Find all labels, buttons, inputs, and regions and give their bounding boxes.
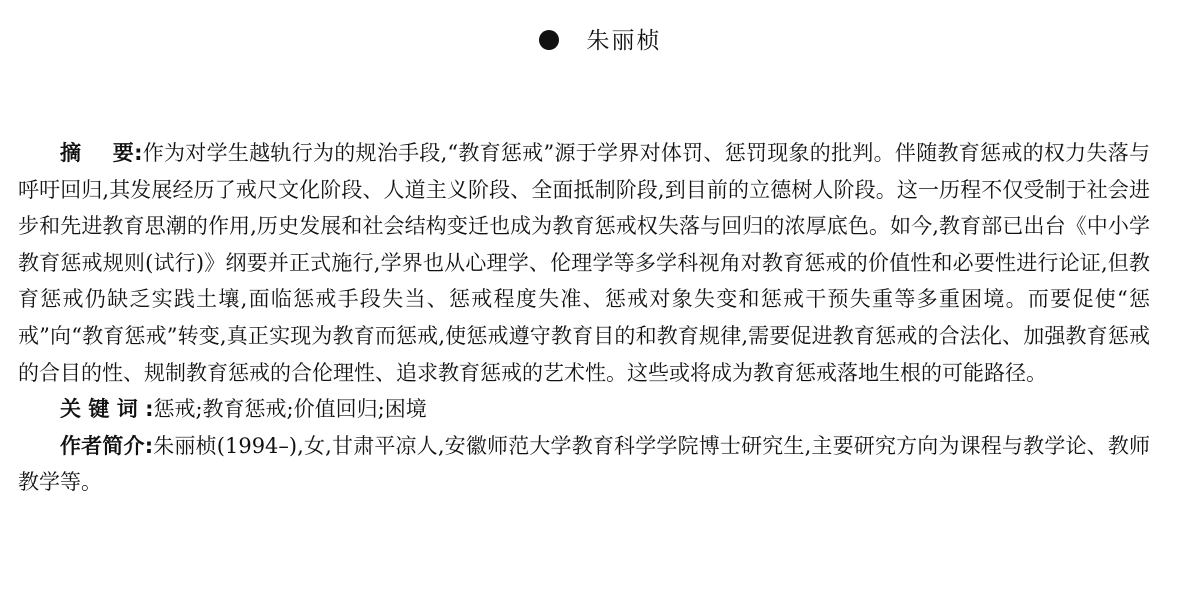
author-bio-paragraph: [18, 428, 1150, 501]
abstract-paragraph: [18, 135, 1150, 391]
abstract-label-first: 摘: [60, 141, 113, 165]
abstract-text: 作为对学生越轨行为的规治手段,“教育惩戒”源于学界对体罚、惩罚现象的批判。伴随教育惩戒的权力失落与呼吁回归,其发展经历了戒尺文化阶段、人道主义阶段、全面抵制阶段,到目前的立德树人阶段。这一历程不仅受制于社会进步和先进教育思潮的作用,历史发展和社会结构变迁也成为教育惩戒权失落与回归的浓厚底色。如今,教育部已出台《中小学教育惩戒规则(试行)》纲要并正式施行,学界也从心理学、伦理学等多学科视角对教育惩戒的价值性和必要性进行论证,但教育惩戒仍缺乏实践土壤,面临惩戒手段失当、惩戒程度失准、惩戒对象失变和惩戒干预失重等多重困境。而要促使“惩戒”向“教育惩戒”转变,真正实现为教育而惩戒,使惩戒遵守教育目的和教育规律,需要促进教育惩戒的合法化、加强教育惩戒的合目的性、规制教育惩戒的合伦理性、追求教育惩戒的艺术性。这些或将成为教育惩戒落地生根的可能路径。: [18, 141, 1150, 385]
author-bio-label: 作者简介: [60, 433, 145, 458]
abstract-label-separator: :: [134, 141, 143, 165]
keywords-label-separator: :: [145, 397, 154, 422]
author-line: [0, 24, 1200, 58]
abstract-block: [18, 135, 1150, 501]
abstract-label-last: 要: [112, 141, 135, 165]
keywords-text: 惩戒;教育惩戒;价值回归;困境: [153, 397, 427, 422]
author-name: 朱丽桢: [586, 28, 662, 54]
keywords-paragraph: [18, 391, 1150, 428]
author-bio-label-separator: :: [144, 433, 154, 458]
author-bio-text: 朱丽桢(1994–),女,甘肃平凉人,安徽师范大学教育科学学院博士研究生,主要研究方向为课程与教学论、教师教学等。: [18, 433, 1150, 495]
bullet-icon: [539, 30, 559, 50]
keywords-label: 关键词: [60, 397, 146, 422]
